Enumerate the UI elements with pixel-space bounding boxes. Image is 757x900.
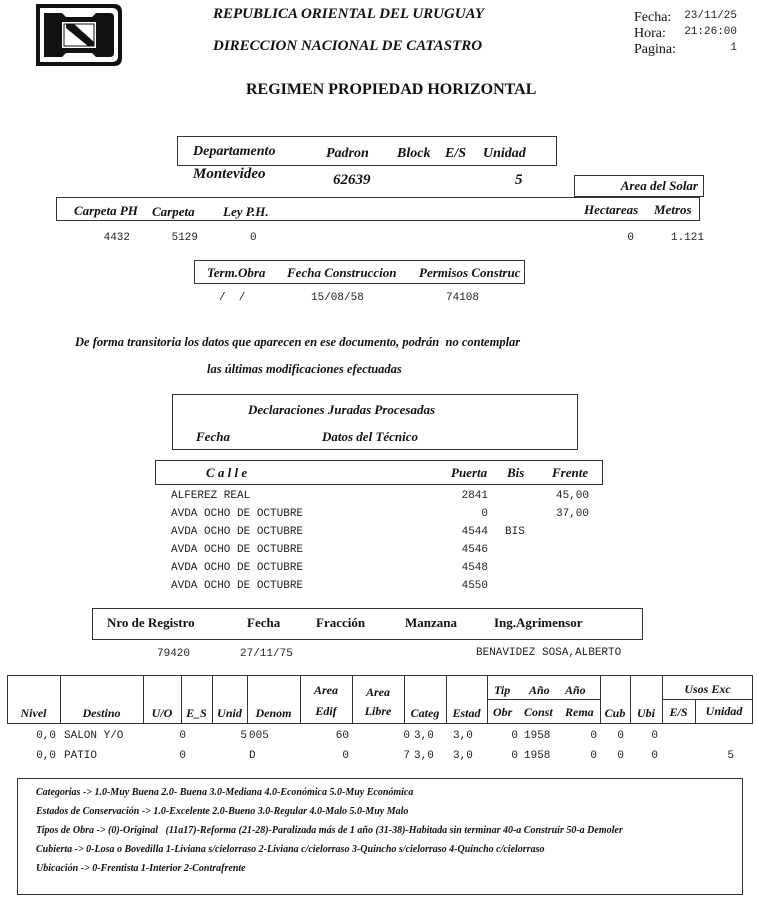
usos-es-header: E/S [669, 705, 688, 719]
catastro-logo-icon [36, 4, 122, 66]
cell-area-libre: 7 [403, 750, 410, 762]
legend-line: Ubicación -> 0-Frentista 1-Interior 2-Contrafrente [36, 863, 246, 874]
cell-ano-const: 1958 [524, 730, 551, 742]
carpeta-ph-value: 4432 [103, 232, 130, 244]
cell-ano-rema: 0 [590, 750, 597, 762]
cell-ano-rema: 0 [590, 730, 597, 742]
calle-puerta: 4544 [461, 526, 488, 538]
nro-registro-label: Nro de Registro [107, 615, 195, 630]
area-libre-header-2: Libre [364, 704, 392, 718]
ley-ph-value: 0 [250, 232, 257, 244]
term-obra-label: Term.Obra [207, 265, 266, 280]
notice-line-1: De forma transitoria los datos que aparecen en ese documento, podrán no contemplar [75, 335, 521, 349]
departamento-label: Departamento [193, 144, 276, 159]
pagina-value: 1 [730, 42, 737, 54]
destino-header: Destino [82, 706, 121, 720]
calle-puerta: 4550 [461, 580, 488, 592]
frente-header: Frente [552, 465, 589, 480]
calle-puerta: 4546 [461, 544, 488, 556]
page-title: REGIMEN PROPIEDAD HORIZONTAL [246, 81, 537, 98]
area-solar-title: Area del Solar [620, 178, 698, 193]
carpeta-value: 5129 [171, 232, 198, 244]
legend-line: Tipos de Obra -> (0)-Original (11a17)-Reforma (21-28)-Paralizada más de 1 año (31-38)-Habitada sin terminar 40-a Construir 50-a Demoler [36, 825, 623, 836]
ano-const-header-2: Const [524, 705, 553, 719]
estad-header: Estad [452, 706, 481, 720]
calle-name: ALFEREZ REAL [171, 490, 251, 502]
cell-nivel: 0,0 [36, 730, 56, 742]
tip-ano-divider [487, 699, 600, 700]
term-obra-value: / / [219, 292, 246, 304]
calle-name: AVDA OCHO DE OCTUBRE [171, 526, 304, 538]
calle-name: AVDA OCHO DE OCTUBRE [171, 544, 304, 556]
block-label: Block [397, 146, 431, 161]
cell-area-edif: 60 [335, 730, 349, 742]
cell-destino: SALON Y/O [64, 730, 124, 742]
ano-rema-header-1: Año [565, 683, 586, 697]
permisos-label: Permisos Construc [419, 265, 521, 280]
hectareas-value: 0 [627, 232, 634, 244]
cell-categ: 3,0 [414, 750, 434, 762]
cell-tip-obr: 0 [511, 750, 518, 762]
cell-categ: 3,0 [414, 730, 434, 742]
denom-header: Denom [255, 706, 292, 720]
hectareas-label: Hectareas [584, 202, 639, 217]
cell-denom: D [249, 750, 256, 762]
padron-label: Padron [326, 146, 369, 161]
calle-name: AVDA OCHO DE OCTUBRE [171, 508, 304, 520]
calle-frente: 37,00 [555, 508, 589, 520]
cell-destino: PATIO [64, 750, 98, 762]
agrimensor-label: Ing.Agrimensor [494, 615, 583, 630]
calle-puerta: 4548 [461, 562, 488, 574]
legend-line: Categorias -> 1.0-Muy Buena 2.0- Buena 3.0-Mediana 4.0-Económica 5.0-Muy Económica [36, 787, 414, 798]
calle-header: C a l l e [206, 465, 248, 480]
carpeta-label: Carpeta [152, 204, 195, 219]
nivel-header: Nivel [20, 706, 47, 720]
permisos-value: 74108 [446, 292, 480, 304]
pagina-label: Pagina: [634, 42, 676, 57]
departamento-value: Montevideo [193, 166, 266, 182]
unid-header: Unid [217, 706, 242, 720]
manzana-label: Manzana [405, 615, 457, 630]
cell-denom: 005 [249, 730, 269, 742]
cell-estad: 3,0 [453, 730, 473, 742]
cell-uo: 0 [179, 750, 186, 762]
cub-header: Cub [604, 706, 626, 720]
ano-rema-header-2: Rema [565, 705, 594, 719]
declaraciones-tecnico-label: Datos del Técnico [322, 429, 419, 444]
bis-header: Bis [507, 465, 525, 480]
cell-nivel: 0,0 [36, 750, 56, 762]
es-label: E/S [445, 146, 467, 161]
categ-header: Categ [410, 706, 440, 720]
cell-cub: 0 [617, 730, 624, 742]
carpeta-ph-label: Carpeta PH [74, 203, 138, 218]
calle-puerta: 0 [481, 508, 488, 520]
notice-line-2: las últimas modificaciones efectuadas [207, 362, 402, 376]
calle-frente: 45,00 [555, 490, 589, 502]
usos-exc-header: Usos Exc [684, 682, 731, 696]
cell-cub: 0 [617, 750, 624, 762]
declaraciones-fecha-label: Fecha [196, 429, 230, 444]
calle-name: AVDA OCHO DE OCTUBRE [171, 562, 304, 574]
nro-registro-value: 79420 [157, 648, 191, 660]
puerta-header: Puerta [451, 465, 488, 480]
hora-value: 21:26:00 [684, 26, 737, 38]
area-edif-header-2: Edif [315, 704, 337, 718]
usos-unidad-header: Unidad [705, 704, 743, 718]
cell-area-edif: 0 [342, 750, 349, 762]
es-header: E_S [186, 706, 207, 720]
area-edif-header-1: Area [314, 683, 338, 697]
header-direccion: DIRECCION NACIONAL DE CATASTRO [213, 38, 483, 54]
cell-uo: 0 [179, 730, 186, 742]
cell-ubi: 0 [651, 730, 658, 742]
declaraciones-title: Declaraciones Juradas Procesadas [248, 402, 436, 417]
uo-header: U/O [151, 706, 173, 720]
cell-ano-const: 1958 [524, 750, 551, 762]
calle-puerta: 2841 [461, 490, 488, 502]
calle-name: AVDA OCHO DE OCTUBRE [171, 580, 304, 592]
usos-divider [662, 699, 753, 700]
legend-line: Cubierta -> 0-Losa o Bovedilla 1-Liviana s/cielorraso 2-Liviana c/cielorraso 3-Quincho s/cielorraso 4-Quincho c/cielorraso [36, 844, 545, 855]
unidad-value: 5 [515, 172, 523, 188]
unidad-label: Unidad [483, 146, 526, 161]
hora-label: Hora: [634, 26, 666, 41]
area-libre-header-1: Area [366, 685, 390, 699]
fecha-construccion-label: Fecha Construccion [287, 265, 397, 280]
registro-fecha-value: 27/11/75 [240, 648, 293, 660]
metros-label: Metros [654, 202, 692, 217]
cell-area-libre: 0 [403, 730, 410, 742]
registro-fecha-label: Fecha [247, 615, 281, 630]
fecha-value: 23/11/25 [684, 10, 737, 22]
tip-header-1: Tip [494, 683, 511, 697]
ano-const-header-1: Año [529, 683, 550, 697]
fecha-label: Fecha: [634, 10, 672, 25]
padron-value: 62639 [333, 172, 371, 188]
fecha-construccion-value: 15/08/58 [311, 292, 364, 304]
agrimensor-value: BENAVIDEZ SOSA,ALBERTO [476, 647, 622, 659]
ley-ph-label: Ley P.H. [223, 204, 269, 219]
legend-line: Estados de Conservación -> 1.0-Excelente 2.0-Bueno 3.0-Regular 4.0-Malo 5.0-Muy Malo [36, 806, 409, 817]
calle-bis: BIS [505, 526, 525, 538]
cell-tip-obr: 0 [511, 730, 518, 742]
ubi-header: Ubi [637, 706, 655, 720]
tip-header-2: Obr [493, 705, 513, 719]
cell-ubi: 0 [651, 750, 658, 762]
cell-estad: 3,0 [453, 750, 473, 762]
cell-unid: 5 [240, 730, 247, 742]
header-republica: REPUBLICA ORIENTAL DEL URUGUAY [213, 6, 485, 22]
fraccion-label: Fracción [316, 615, 366, 630]
cell-usos-unidad: 5 [727, 750, 734, 762]
metros-value: 1.121 [670, 232, 704, 244]
